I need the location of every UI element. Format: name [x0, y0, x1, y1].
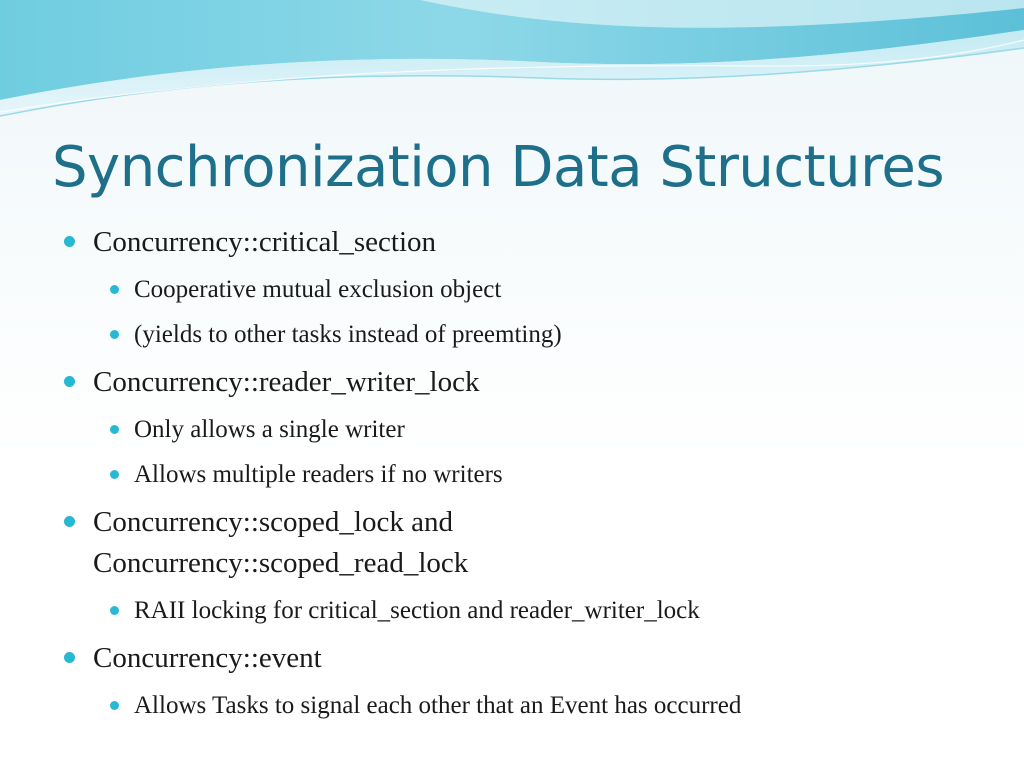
- bullet-item: [62, 502, 992, 584]
- bullet-item: [62, 638, 992, 679]
- sub-bullet-list: [62, 683, 992, 728]
- sub-bullet-list: [62, 588, 992, 633]
- bullet-text-line: Concurrency::scoped_read_lock: [93, 547, 469, 579]
- slide-title: Synchronization Data Structures: [52, 135, 945, 200]
- sub-bullet-item: [62, 452, 992, 497]
- bullet-list: [62, 222, 992, 728]
- sub-bullet-dot-icon: [110, 606, 119, 615]
- bullet-dot-icon: [64, 376, 75, 387]
- sub-bullet-text: Allows multiple readers if no writers: [134, 461, 503, 488]
- sub-bullet-list: [62, 267, 992, 357]
- sub-bullet-list: [62, 407, 992, 497]
- sub-bullet-text: (yields to other tasks instead of preemting): [134, 321, 562, 348]
- sub-bullet-dot-icon: [110, 470, 119, 479]
- sub-bullet-item: [62, 312, 992, 357]
- sub-bullet-dot-icon: [110, 330, 119, 339]
- bullet-item: [62, 222, 992, 263]
- sub-bullet-text: Only allows a single writer: [134, 416, 405, 443]
- header-wave-decoration: [0, 0, 1024, 130]
- bullet-item: [62, 362, 992, 403]
- sub-bullet-dot-icon: [110, 701, 119, 710]
- bullet-text: Concurrency::reader_writer_lock: [93, 366, 480, 398]
- bullet-text: Concurrency::critical_section: [93, 226, 437, 258]
- bullet-dot-icon: [64, 516, 75, 527]
- bullet-dot-icon: [64, 236, 75, 247]
- sub-bullet-item: [62, 683, 992, 728]
- bullet-text-line: Concurrency::scoped_lock and: [93, 506, 453, 538]
- bullet-text: Concurrency::event: [93, 642, 322, 674]
- sub-bullet-text: RAII locking for critical_section and reader_writer_lock: [134, 597, 700, 624]
- sub-bullet-item: [62, 407, 992, 452]
- bullet-dot-icon: [64, 652, 75, 663]
- sub-bullet-text: Allows Tasks to signal each other that an Event has occurred: [134, 692, 742, 719]
- sub-bullet-text: Cooperative mutual exclusion object: [134, 276, 502, 303]
- sub-bullet-item: [62, 588, 992, 633]
- sub-bullet-dot-icon: [110, 285, 119, 294]
- sub-bullet-item: [62, 267, 992, 312]
- sub-bullet-dot-icon: [110, 425, 119, 434]
